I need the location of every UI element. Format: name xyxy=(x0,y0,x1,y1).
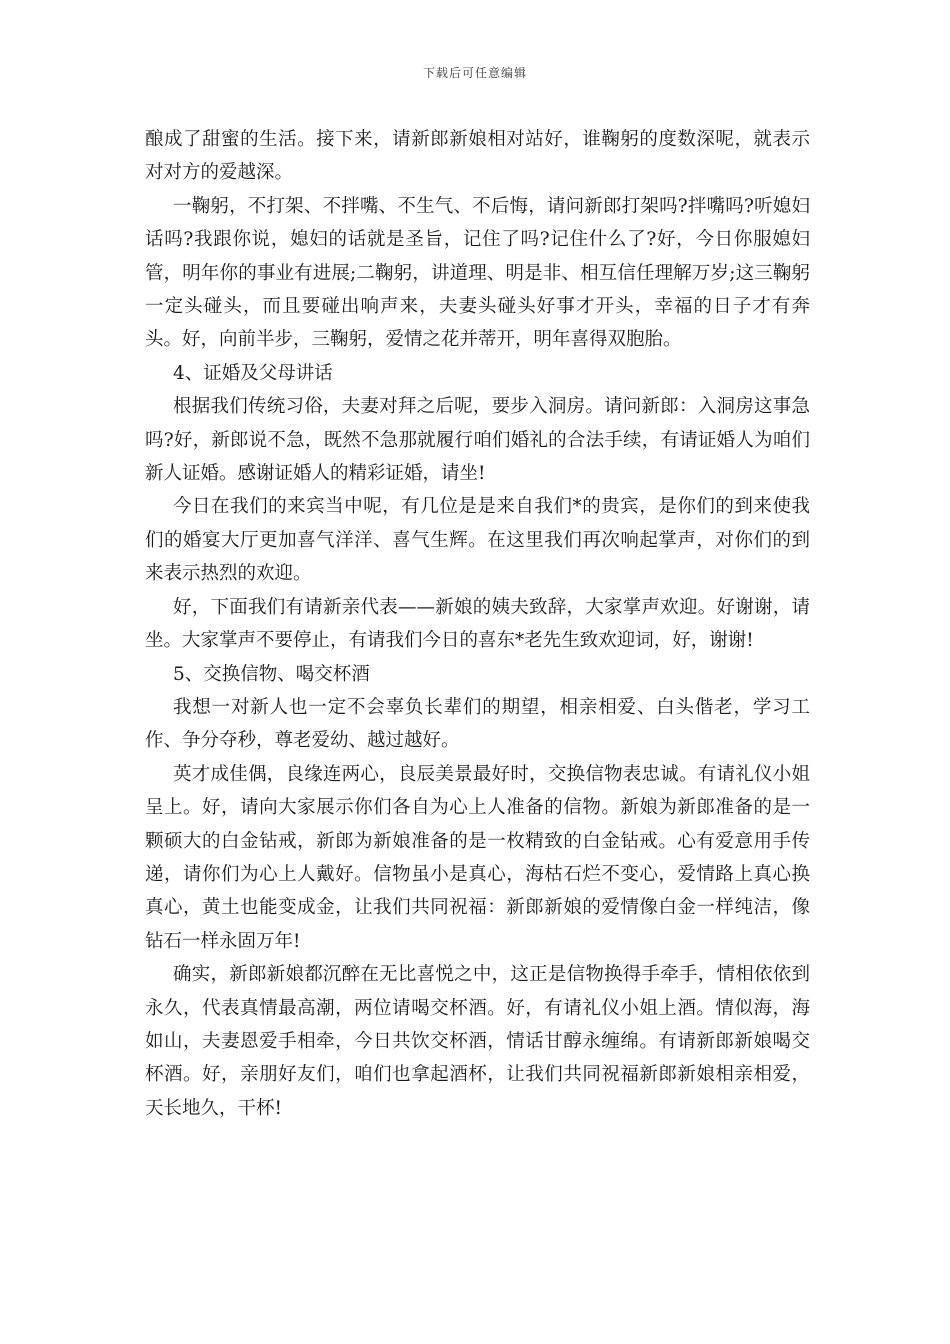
document-body xyxy=(145,123,810,1125)
paragraph: 酿成了甜蜜的生活。接下来，请新郎新娘相对站好，谁鞠躬的度数深呢，就表示对对方的爱越深。 xyxy=(145,129,810,184)
paragraph: 英才成佳偶，良缘连两心，良辰美景最好时，交换信物表忠诚。有请礼仪小姐呈上。好，请向大家展示你们各自为心上人准备的信物。新娘为新郎准备的是一颗硕大的白金钻戒，新郎为新娘准备的是一枚精致的白金钻戒。心有爱意用手传递，请你们为心上人戴好。信物虽小是真心，海枯石烂不变心，爱情路上真心换真心，黄土也能变成金，让我们共同祝福：新郎新娘的爱情像白金一样纯洁，像钻石一样永固万年! xyxy=(145,763,810,952)
page-header: 下载后可任意编辑 xyxy=(422,66,527,80)
paragraph: 确实，新郎新娘都沉醉在无比喜悦之中，这正是信物换得手牵手，情相依依到永久，代表真情最高潮，两位请喝交杯酒。好，有请礼仪小姐上酒。情似海，海如山，夫妻恩爱手相牵，今日共饮交杯酒，情话甘醇永缠绵。有请新郎新娘喝交杯酒。好，亲朋好友们，咱们也拿起酒杯，让我们共同祝福新郎新娘相亲相爱，天长地久，干杯! xyxy=(145,964,810,1119)
paragraph: 一鞠躬，不打架、不拌嘴、不生气、不后悔，请问新郎打架吗?拌嘴吗?听媳妇话吗?我跟你说，媳妇的话就是圣旨，记住了吗?记住什么了?好，今日你服媳妇管，明年你的事业有进展;二鞠躬，讲道理、明是非、相互信任理解万岁;这三鞠躬一定头碰头，而且要碰出响声来，夫妻头碰头好事才开头，幸福的日子才有奔头。好，向前半步，三鞠躬，爱情之花并蒂开，明年喜得双胞胎。 xyxy=(145,195,810,351)
paragraph: 我想一对新人也一定不会辜负长辈们的期望，相亲相爱、白头偕老，学习工作、争分夺秒，尊老爱幼、越过越好。 xyxy=(145,696,810,752)
section-heading: 5、交换信物、喝交杯酒 xyxy=(173,663,370,685)
paragraph: 根据我们传统习俗，夫妻对拜之后呢，要步入洞房。请问新郎：入洞房这事急吗?好，新郎说不急，既然不急那就履行咱们婚礼的合法手续，有请证婚人为咱们新人证婚。感谢证婚人的精彩证婚，请坐! xyxy=(145,396,810,485)
paragraph: 好，下面我们有请新亲代表——新娘的姨夫致辞，大家掌声欢迎。好谢谢，请坐。大家掌声不要停止，有请我们今日的喜东*老先生致欢迎词，好，谢谢! xyxy=(145,596,810,652)
section-heading: 4、证婚及父母讲话 xyxy=(173,362,333,384)
paragraph: 今日在我们的来宾当中呢，有几位是是来自我们*的贵宾，是你们的到来使我们的婚宴大厅更加喜气洋洋、喜气生辉。在这里我们再次响起掌声，对你们的到来表示热烈的欢迎。 xyxy=(145,496,810,585)
